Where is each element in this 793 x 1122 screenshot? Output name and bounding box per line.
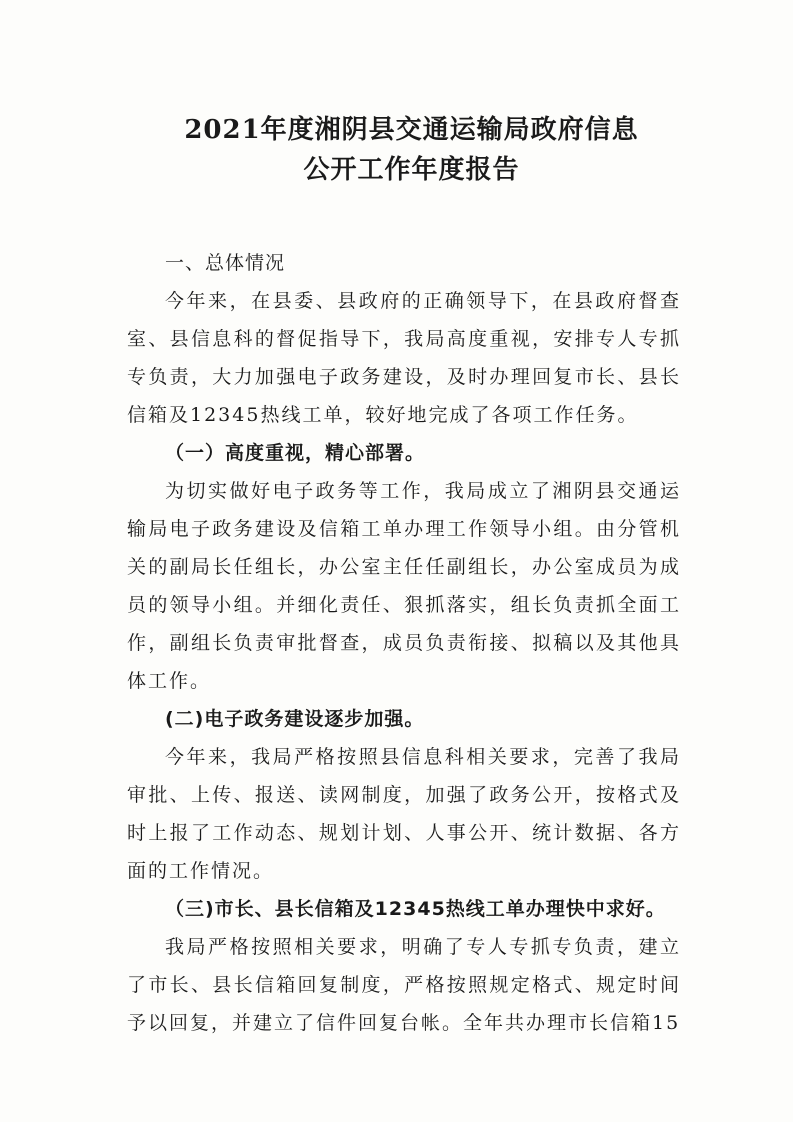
section-heading-overview: 一、总体情况 bbox=[165, 252, 286, 274]
title-line-1: 2021年度湘阴县交通运输局政府信息 bbox=[184, 115, 639, 145]
document-body bbox=[127, 244, 681, 1042]
subsection-heading-1: （一）高度重视，精心部署。 bbox=[165, 442, 426, 464]
subsection-heading-2: (二)电子政务建设逐步加强。 bbox=[165, 708, 425, 730]
document-title bbox=[127, 110, 696, 190]
subsection-paragraph-2: 今年来，我局严格按照县信息科相关要求，完善了我局审批、上传、报送、读网制度，加强了政务公开，按格式及时上报了工作动态、规划计划、人事公开、统计数据、各方面的工作情况。 bbox=[127, 746, 681, 882]
title-line-2: 公开工作年度报告 bbox=[303, 155, 520, 185]
subsection-paragraph-1: 为切实做好电子政务等工作，我局成立了湘阴县交通运输局电子政务建设及信箱工单办理工作领导小组。由分管机关的副局长任组长，办公室主任任副组长，办公室成员为成员的领导小组。并细化责任、狠抓落实，组长负责抓全面工作，副组长负责审批督查，成员负责衔接、拟稿以及其他具体工作。 bbox=[127, 480, 681, 692]
intro-paragraph: 今年来，在县委、县政府的正确领导下，在县政府督查室、县信息科的督促指导下，我局高度重视，安排专人专抓专负责，大力加强电子政务建设，及时办理回复市长、县长信箱及12345热线工单，较好地完成了各项工作任务。 bbox=[127, 290, 681, 426]
subsection-paragraph-3: 我局严格按照相关要求，明确了专人专抓专负责，建立了市长、县长信箱回复制度，严格按照规定格式、规定时间予以回复，并建立了信件回复台帐。全年共办理市长信箱15 bbox=[127, 936, 681, 1034]
subsection-heading-3: （三)市长、县长信箱及12345热线工单办理快中求好。 bbox=[165, 898, 666, 920]
